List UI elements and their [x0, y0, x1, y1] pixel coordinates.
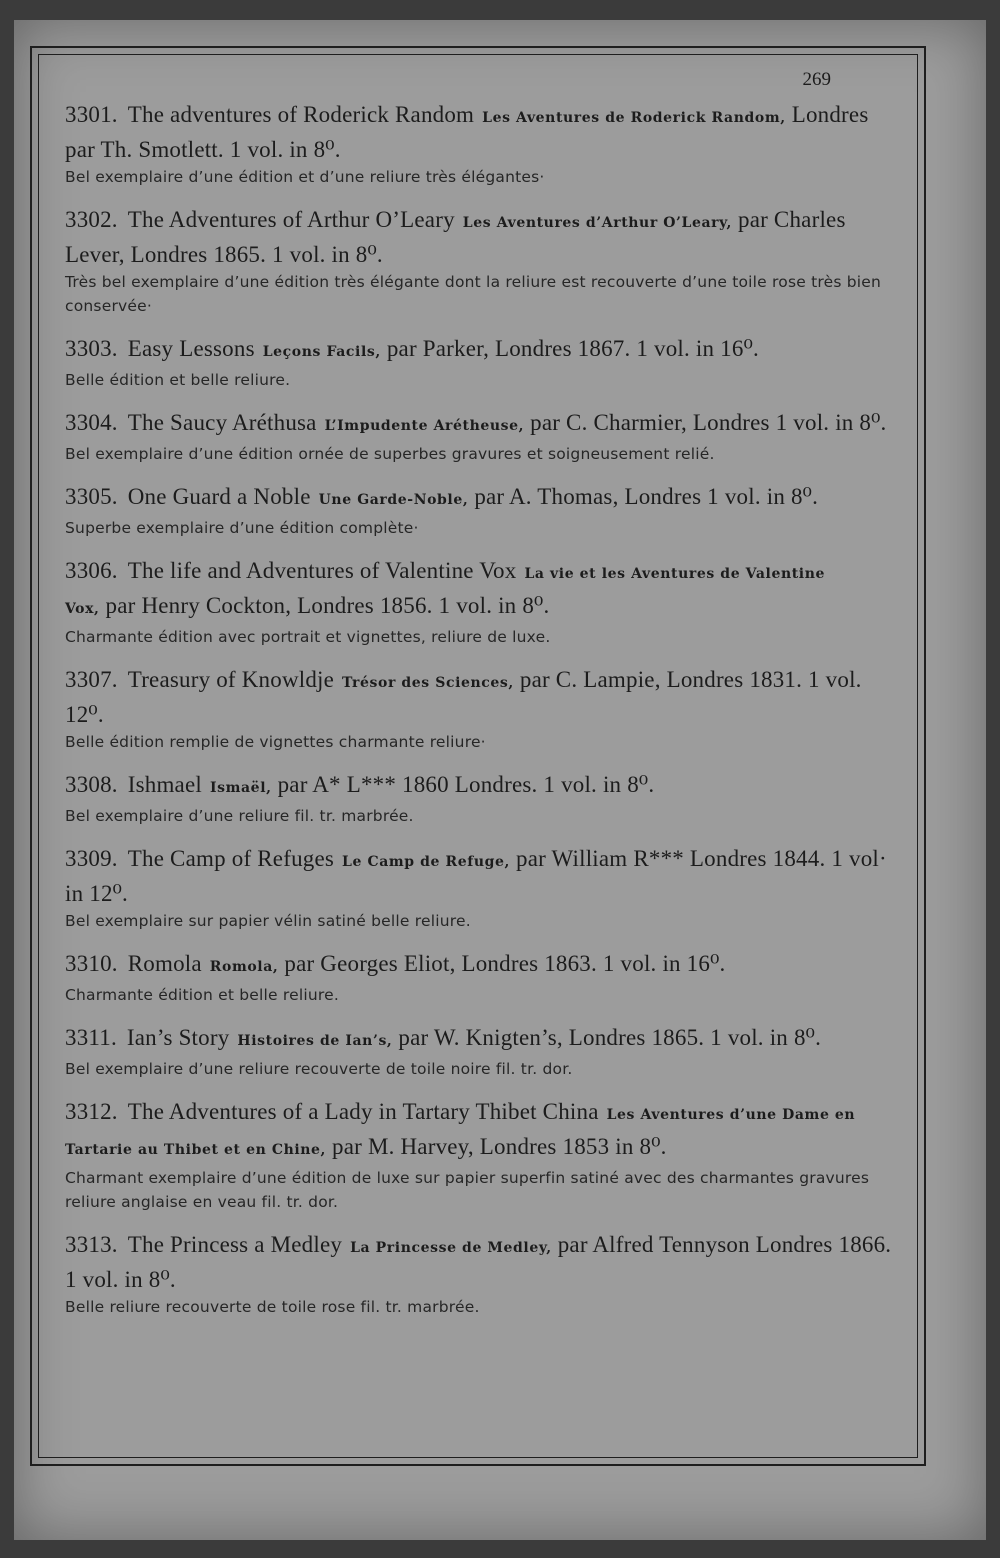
catalog-entry — [65, 555, 895, 649]
catalog-entry — [65, 664, 895, 754]
entry-note: Très bel exemplaire d’une édition très élégante dont la reliure est recouverte d’une toile rose très bien conservée· — [65, 273, 882, 315]
entry-note: Belle édition remplie de vignettes charmante reliure· — [65, 733, 486, 751]
catalog-entry — [65, 769, 895, 828]
french-title: L’Impudente Arétheuse, — [324, 418, 525, 434]
english-title: One Guard a Noble — [127, 484, 311, 509]
entry-details: par William R*** Londres 1844. 1 vol· in 12⁰. — [65, 846, 887, 906]
entry-note: Bel exemplaire sur papier vélin satiné belle reliure. — [65, 912, 471, 930]
entry-details: par C. Charmier, Londres 1 vol. in 8⁰. — [530, 410, 887, 435]
french-title: Trésor des Sciences, — [342, 675, 514, 691]
entry-note: Charmant exemplaire d’une édition de luxe sur papier superfin satiné avec des charmantes gravures reliure anglaise en veau fil. tr. dor. — [65, 1169, 870, 1211]
entry-number: 3301. — [65, 102, 118, 127]
entry-heading — [65, 407, 895, 442]
catalog-page — [14, 20, 986, 1540]
catalog-entry — [65, 1096, 895, 1214]
entry-heading — [65, 843, 895, 909]
english-title: The Adventures of a Lady in Tartary Thibet China — [127, 1099, 599, 1124]
french-title: Histoires de Ian’s, — [237, 1033, 393, 1049]
english-title: Easy Lessons — [127, 336, 255, 361]
entry-number: 3312. — [65, 1099, 118, 1124]
catalog-entry — [65, 1022, 895, 1081]
catalog-entry — [65, 1229, 895, 1319]
entry-number: 3303. — [65, 336, 118, 361]
catalog-entry — [65, 843, 895, 933]
entry-heading — [65, 1096, 895, 1166]
english-title: Romola — [127, 951, 202, 976]
page-border-outer — [30, 46, 926, 1466]
entry-details: Londres par Th. Smotlett. 1 vol. in 8⁰. — [65, 102, 869, 162]
english-title: The Saucy Aréthusa — [127, 410, 317, 435]
entry-number: 3309. — [65, 846, 118, 871]
english-title: Ishmael — [127, 772, 202, 797]
french-title: Ismaël, — [209, 780, 272, 796]
english-title: The life and Adventures of Valentine Vox — [127, 558, 517, 583]
entry-note: Charmante édition et belle reliure. — [65, 986, 339, 1004]
entry-note: Bel exemplaire d’une édition ornée de superbes gravures et soigneusement relié. — [65, 445, 715, 463]
french-title: Une Garde-Noble, — [318, 492, 469, 508]
entry-number: 3310. — [65, 951, 118, 976]
entry-details: par Charles Lever, Londres 1865. 1 vol. in 8⁰. — [65, 207, 846, 267]
entry-note: Belle reliure recouverte de toile rose fil. tr. marbrée. — [65, 1298, 480, 1316]
catalog-entry — [65, 99, 895, 189]
entry-heading — [65, 99, 895, 165]
entry-number: 3311. — [65, 1025, 117, 1050]
catalog-entry — [65, 204, 895, 318]
english-title: The adventures of Roderick Random — [127, 102, 475, 127]
english-title: Ian’s Story — [126, 1025, 230, 1050]
entry-note: Superbe exemplaire d’une édition complète· — [65, 519, 419, 537]
catalog-entry — [65, 333, 895, 392]
english-title: The Adventures of Arthur O’Leary — [127, 207, 455, 232]
english-title: The Princess a Medley — [127, 1232, 343, 1257]
entry-details: par M. Harvey, Londres 1853 in 8⁰. — [332, 1134, 667, 1159]
entry-heading — [65, 333, 895, 368]
french-title: La vie et les Aventures de Valentine Vox, — [65, 566, 826, 617]
entry-note: Belle édition et belle reliure. — [65, 371, 291, 389]
entry-details: par Alfred Tennyson Londres 1866. 1 vol. in 8⁰. — [65, 1232, 892, 1292]
entry-heading — [65, 1229, 895, 1295]
entry-heading — [65, 664, 895, 730]
french-title: Le Camp de Refuge, — [342, 854, 511, 870]
english-title: The Camp of Refuges — [127, 846, 335, 871]
french-title: Romola, — [209, 959, 279, 975]
french-title: Les Aventures d’une Dame en Tartarie au Thibet et en Chine, — [65, 1107, 856, 1158]
entry-details: par A* L*** 1860 Londres. 1 vol. in 8⁰. — [277, 772, 655, 797]
catalog-entry — [65, 948, 895, 1007]
english-title: Treasury of Knowldje — [127, 667, 335, 692]
catalog-entry — [65, 407, 895, 466]
entry-heading — [65, 204, 895, 270]
page-number: 269 — [802, 69, 831, 90]
french-title: Les Aventures de Roderick Random, — [482, 110, 786, 126]
entry-heading — [65, 948, 895, 983]
entry-number: 3308. — [65, 772, 118, 797]
entry-details: par C. Lampie, Londres 1831. 1 vol. 12⁰. — [65, 667, 862, 727]
entry-details: par Parker, Londres 1867. 1 vol. in 16⁰. — [386, 336, 759, 361]
french-title: La Princesse de Medley, — [350, 1240, 552, 1256]
entry-note: Bel exemplaire d’une édition et d’une reliure très élégantes· — [65, 168, 545, 186]
entry-note: Bel exemplaire d’une reliure recouverte de toile noire fil. tr. dor. — [65, 1060, 573, 1078]
entry-number: 3306. — [65, 558, 118, 583]
french-title: Les Aventures d’Arthur O’Leary, — [462, 215, 733, 231]
entry-number: 3305. — [65, 484, 118, 509]
entry-number: 3307. — [65, 667, 118, 692]
entry-heading — [65, 769, 895, 804]
entry-details: par Henry Cockton, Londres 1856. 1 vol. in 8⁰. — [105, 593, 550, 618]
entry-number: 3313. — [65, 1232, 118, 1257]
entry-details: par W. Knigten’s, Londres 1865. 1 vol. in 8⁰. — [398, 1025, 822, 1050]
french-title: Leçons Facils, — [262, 344, 381, 360]
catalog-entries — [65, 99, 895, 1334]
entry-heading — [65, 555, 895, 625]
entry-details: par Georges Eliot, Londres 1863. 1 vol. in 16⁰. — [284, 951, 726, 976]
entry-heading — [65, 1022, 895, 1057]
entry-number: 3302. — [65, 207, 118, 232]
entry-heading — [65, 481, 895, 516]
entry-number: 3304. — [65, 410, 118, 435]
entry-details: par A. Thomas, Londres 1 vol. in 8⁰. — [474, 484, 819, 509]
catalog-entry — [65, 481, 895, 540]
entry-note: Bel exemplaire d’une reliure fil. tr. marbrée. — [65, 807, 414, 825]
page-border-inner — [38, 54, 918, 1458]
entry-note: Charmante édition avec portrait et vignettes, reliure de luxe. — [65, 628, 551, 646]
